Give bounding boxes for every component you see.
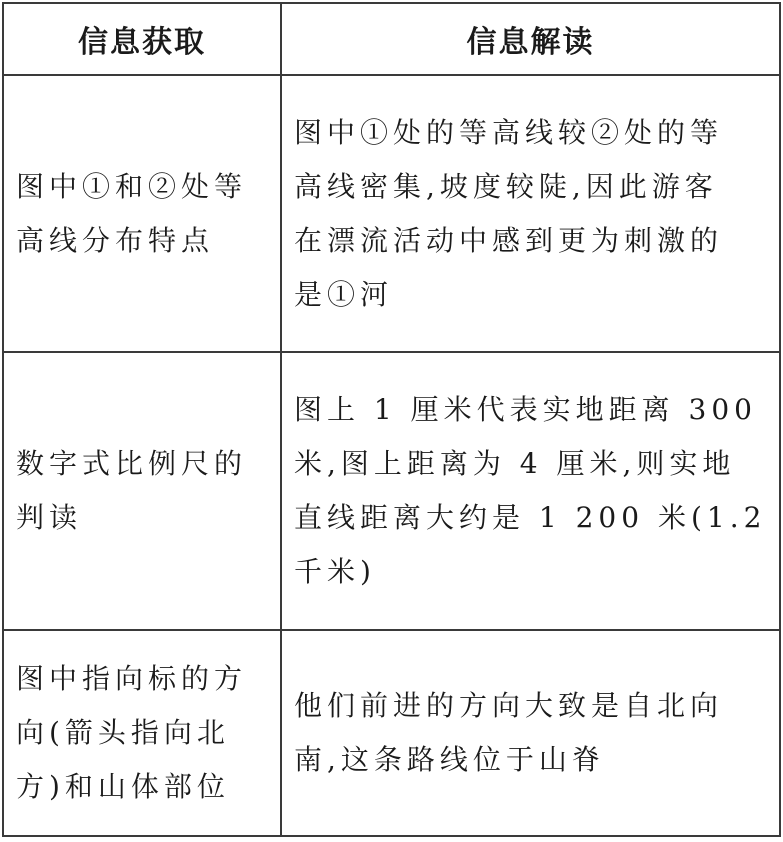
acquire-text: 数字式比例尺的 判读 [16, 447, 248, 534]
header-row [3, 3, 780, 75]
info-table [2, 2, 781, 837]
interpret-text: 他们前进的方向大致是自北向 南,这条路线位于山脊 [294, 689, 724, 776]
table-row [3, 352, 780, 630]
acquire-text: 图中指向标的方 向(箭头指向北 方)和山体部位 [16, 662, 248, 803]
acquire-cell [3, 75, 281, 352]
header-interpret: 信息解读 [281, 3, 780, 75]
table-row [3, 630, 780, 836]
interpret-cell [281, 630, 780, 836]
acquire-cell [3, 630, 281, 836]
table-body [3, 75, 780, 836]
acquire-text: 图中①和②处等 高线分布特点 [16, 169, 248, 257]
interpret-text: 图中①处的等高线较②处的等 高线密集,坡度较陡,因此游客 在漂流活动中感到更为刺激的 是①河 [294, 115, 724, 311]
interpret-cell [281, 75, 780, 352]
table-row [3, 75, 780, 352]
acquire-cell [3, 352, 281, 630]
interpret-cell [281, 352, 780, 630]
header-acquire: 信息获取 [3, 3, 281, 75]
interpret-text: 图上 1 厘米代表实地距离 300 米,图上距离为 4 厘米,则实地 直线距离大约是 1 200 米(1.2 千米) [294, 393, 767, 588]
table-header [3, 3, 780, 75]
